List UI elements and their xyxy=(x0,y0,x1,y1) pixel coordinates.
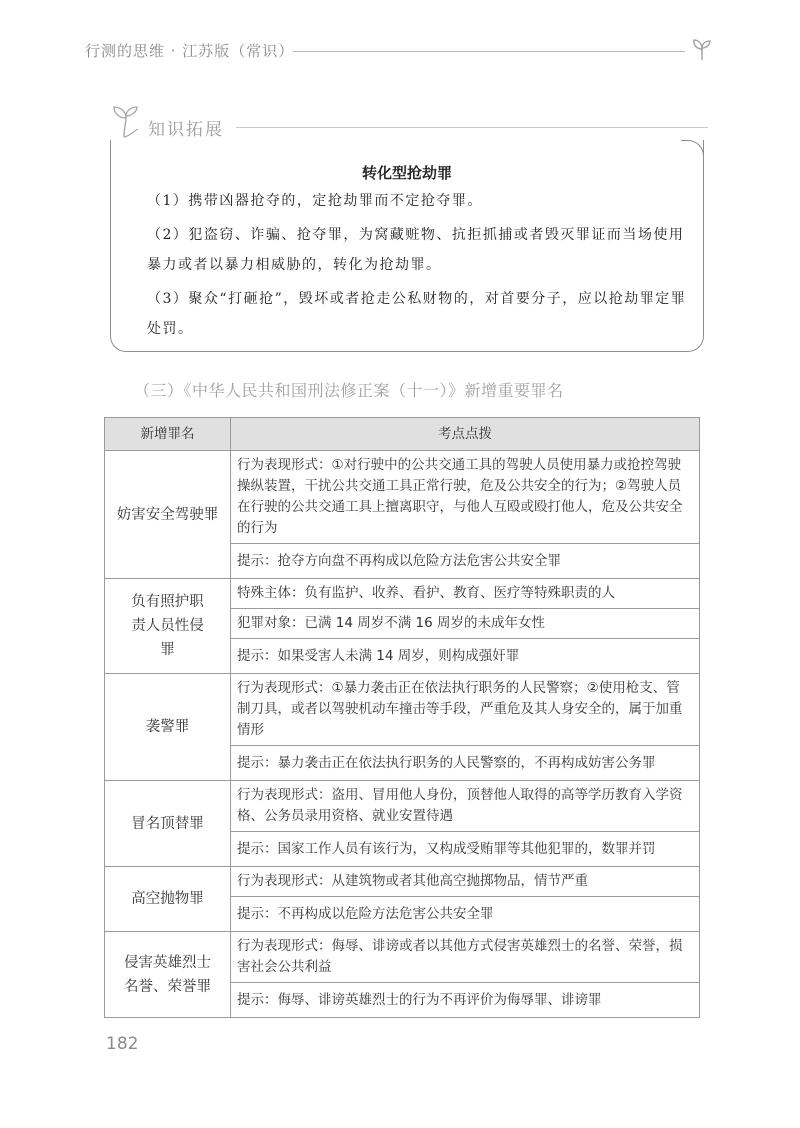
running-header xyxy=(85,36,715,66)
hint-cell: 提示：抢夺方向盘不再构成以危险方法危害公共安全罪 xyxy=(231,544,700,579)
point-cell: 行为表现形式：盗用、冒用他人身份，顶替他人取得的高等学历教育入学资格、公务员录用资格、就业安置待遇 xyxy=(231,781,700,832)
paragraph-1: （1）携带凶器抢夺的，定抢劫罪而不定抢夺罪。 xyxy=(147,193,483,209)
header-rule xyxy=(293,51,685,52)
box-title: 转化型抢劫罪 xyxy=(361,164,452,182)
crime-name-text: 侵害英雄烈士名誉、荣誉罪 xyxy=(124,954,211,995)
crime-name: 袭警罪 xyxy=(105,674,231,781)
crime-name: 冒名顶替罪 xyxy=(105,781,231,867)
crime-name xyxy=(105,932,231,1018)
point-cell: 行为表现形式：从建筑物或者其他高空抛掷物品，情节严重 xyxy=(231,867,700,897)
point-cell: 行为表现形式：侮辱、诽谤或者以其他方式侵害英雄烈士的名誉、荣誉，损害社会公共利益 xyxy=(231,932,700,983)
sprout-icon xyxy=(689,36,715,62)
hint-cell: 提示：侮辱、诽谤英雄烈士的行为不再评价为侮辱罪、诽谤罪 xyxy=(231,983,700,1018)
crime-name: 妨害安全驾驶罪 xyxy=(105,451,231,579)
table-row xyxy=(105,451,700,544)
crimes-table xyxy=(104,417,700,1018)
section-rule xyxy=(236,127,708,128)
hint-cell: 提示：暴力袭击正在依法执行职务的人民警察的，不再构成妨害公务罪 xyxy=(231,746,700,781)
point-cell: 犯罪对象：已满 14 周岁不满 16 周岁的未成年女性 xyxy=(231,609,700,639)
table-row xyxy=(105,932,700,983)
knowledge-box xyxy=(110,140,704,352)
crime-name: 高空抛物罪 xyxy=(105,867,231,932)
book-title: 行测的思维 · 江苏版（常识） xyxy=(85,42,295,60)
point-cell: 行为表现形式：①对行驶中的公共交通工具的驾驶人员使用暴力或抢控驾驶操纵装置，干扰公共交通工具正常行驶，危及公共安全的行为；②驾驶人员在行驶的公共交通工具上擅离职守，与他人互殴或殴打他人，危及公共安全的行为 xyxy=(231,451,700,544)
crime-name xyxy=(105,579,231,674)
table-row xyxy=(105,674,700,746)
table-header-row xyxy=(105,418,700,451)
knowledge-section-heading xyxy=(108,103,708,143)
sprout-icon xyxy=(108,103,144,139)
paragraph-3: （3）聚众“打砸抢”，毁坏或者抢走公私财物的，对首要分子，应以抢劫罪定罪处罚。 xyxy=(147,291,687,337)
paragraph-2: （2）犯盗窃、诈骗、抢夺罪，为窝藏赃物、抗拒抓捕或者毁灭罪证而当场使用暴力或者以暴力相威胁的，转化为抢劫罪。 xyxy=(147,227,685,273)
table-row xyxy=(105,867,700,897)
hint-cell: 提示：如果受害人未满 14 周岁，则构成强奸罪 xyxy=(231,639,700,674)
box-corner xyxy=(681,140,704,163)
hint-cell: 提示：不再构成以危险方法危害公共安全罪 xyxy=(231,897,700,932)
section-title: 知识拓展 xyxy=(148,120,224,140)
table-row xyxy=(105,781,700,832)
page-number: 182 xyxy=(106,1034,139,1054)
hint-cell: 提示：国家工作人员有该行为，又构成受贿罪等其他犯罪的，数罪并罚 xyxy=(231,832,700,867)
subsection-heading: （三）《中华人民共和国刑法修正案（十一）》新增重要罪名 xyxy=(134,381,564,400)
point-cell: 特殊主体：负有监护、收养、看护、教育、医疗等特殊职责的人 xyxy=(231,579,700,609)
column-header-crime: 新增罪名 xyxy=(105,418,231,451)
point-cell: 行为表现形式：①暴力袭击正在依法执行职务的人民警察；②使用枪支、管制刀具，或者以驾驶机动车撞击等手段，严重危及其人身安全的，属于加重情形 xyxy=(231,674,700,746)
column-header-points: 考点点拨 xyxy=(231,418,700,451)
table-row xyxy=(105,579,700,609)
crime-name-text: 负有照护职责人员性侵罪 xyxy=(131,594,204,658)
